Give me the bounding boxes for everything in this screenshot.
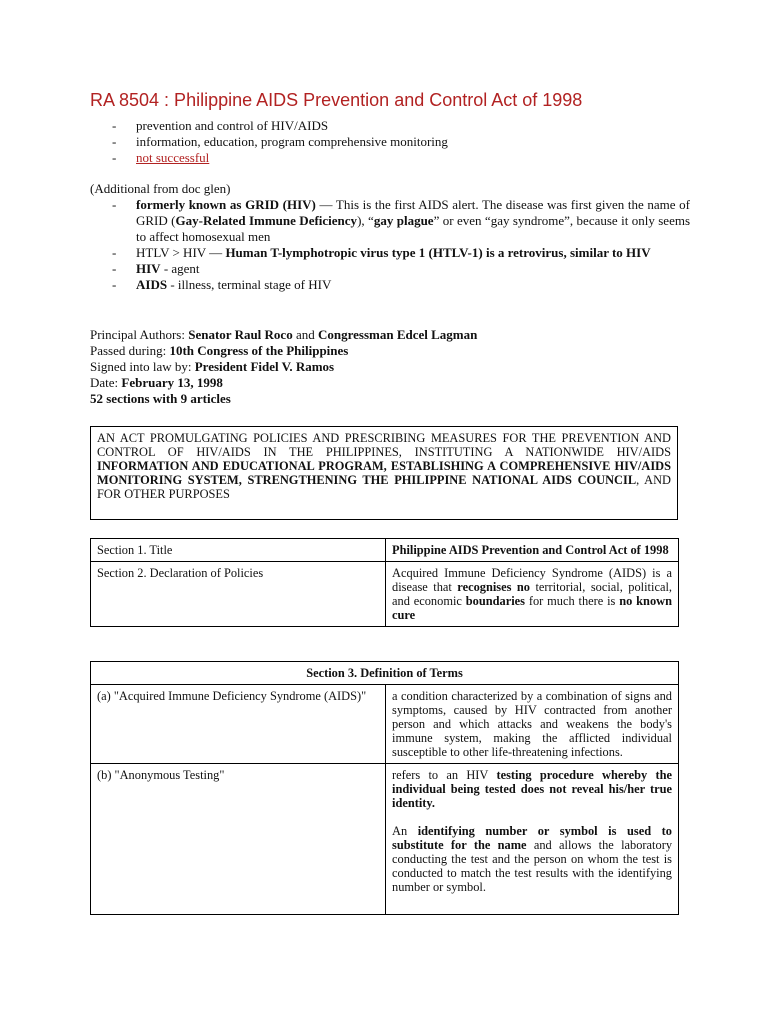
list-item: - formerly known as GRID (HIV) — This is the first AIDS alert. The disease was first given the name of GRID (Gay-Related Immune Deficiency), “gay plague” or even “gay syndrome”, because it only seems to affect homosexual men <box>112 197 691 244</box>
cell-emphasis: no known cure <box>392 594 672 622</box>
act-title-emphasis: INFORMATION AND EDUCATIONAL PROGRAM, ESTABLISHING A COMPREHENSIVE HIV/AIDS MONITORING SYSTEM, STRENGTHENING THE PHILIPPINE NATIONAL AIDS COUNCIL <box>97 459 671 487</box>
hiv-term: HIV <box>136 261 161 276</box>
table-cell: (b) "Anonymous Testing" <box>91 764 386 915</box>
signed-value: President Fidel V. Ramos <box>194 359 335 374</box>
grid-text: ” or even “gay syndrome”, because it only seems to affect homosexual men <box>136 213 691 244</box>
cell-text: Acquired Immune Deficiency Syndrome (AIDS) is a disease that <box>392 566 672 594</box>
grid-text: ), “ <box>357 213 374 228</box>
cell-emphasis: identifying number or symbol is used to substitute for the name <box>392 824 672 852</box>
act-metadata <box>90 327 690 407</box>
table-row <box>91 764 679 915</box>
table-cell: (a) "Acquired Immune Deficiency Syndrome (AIDS)" <box>91 685 386 764</box>
author-2: Congressman Edcel Lagman <box>317 327 478 342</box>
table-header-row <box>91 662 679 685</box>
list-item: - HIV - agent <box>112 261 200 276</box>
act-title-text: AN ACT PROMULGATING POLICIES AND PRESCRIBING MEASURES FOR THE PREVENTION AND CONTROL OF HIV/AIDS IN THE PHILIPPINES, INSTITUTING A NATIONWIDE HIV/AIDS <box>97 431 671 459</box>
page-title: RA 8504 : Philippine AIDS Prevention and Control Act of 1998 <box>90 90 583 110</box>
hiv-text: - agent <box>160 261 200 276</box>
list-item: - HTLV > HIV — Human T-lymphotropic virus type 1 (HTLV-1) is a retrovirus, similar to HIV <box>112 245 651 260</box>
table-row <box>91 685 679 764</box>
table-cell: Section 1. Title <box>91 539 386 562</box>
table-row <box>91 562 679 627</box>
passed-value: 10th Congress of the Philippines <box>169 343 349 358</box>
cell-emphasis: boundaries <box>465 594 525 608</box>
htlv-text: HTLV > HIV — <box>136 245 226 260</box>
act-title-text: , AND FOR OTHER PURPOSES <box>97 473 672 501</box>
bullet-text: prevention and control of HIV/AIDS <box>136 118 329 133</box>
sections-line <box>90 391 690 407</box>
gay-plague-term: gay plague <box>373 213 434 228</box>
table-header: Section 3. Definition of Terms <box>91 662 679 685</box>
authors-line <box>90 327 690 343</box>
cell-emphasis: recognises no <box>457 580 530 594</box>
date-line <box>90 375 690 391</box>
act-title-box <box>90 426 678 520</box>
additional-heading: (Additional from doc glen) <box>90 181 231 196</box>
cell-text: refers to an HIV <box>392 768 497 782</box>
list-item: - information, education, program comprehensive monitoring <box>112 134 448 149</box>
passed-label: Passed during: <box>90 343 170 358</box>
table-row <box>91 539 679 562</box>
definition-paragraph <box>392 824 672 894</box>
additional-notes <box>90 181 690 293</box>
authors-label: Principal Authors: <box>90 327 189 342</box>
list-item: - AIDS - illness, terminal stage of HIV <box>112 277 332 292</box>
summary-bullets <box>90 118 690 166</box>
signed-label: Signed into law by: <box>90 359 195 374</box>
sections-table <box>90 538 679 627</box>
table-cell: Section 2. Declaration of Policies <box>91 562 386 627</box>
grid-text: — This is the first AIDS alert. The disease was first given the name of GRID ( <box>136 197 690 228</box>
bullet-text: information, education, program comprehensive monitoring <box>136 134 448 149</box>
cell-emphasis: testing procedure whereby the individual being tested does not reveal his/her true identity. <box>392 768 672 810</box>
sections-count: 52 sections with 9 articles <box>90 391 231 406</box>
cell-text: and allows the laboratory conducting the test and the person on whom the test is conducted to match the test results with the identifying number or symbol. <box>392 838 673 894</box>
htlv-definition: Human T-lymphotropic virus type 1 (HTLV-1) is a retrovirus, similar to HIV <box>225 245 651 260</box>
table-cell <box>386 764 679 915</box>
passed-line <box>90 343 690 359</box>
aids-term: AIDS <box>136 277 168 292</box>
definitions-table <box>90 661 679 915</box>
list-item: - not successful <box>112 150 210 165</box>
cell-text: territorial, social, political, and economic <box>392 580 672 608</box>
grid-term: formerly known as GRID (HIV) <box>136 197 316 212</box>
cell-text: for much there is <box>524 594 620 608</box>
grid-expansion: Gay-Related Immune Deficiency <box>175 213 358 228</box>
date-label: Date: <box>90 375 122 390</box>
table-cell <box>386 562 679 627</box>
aids-text: - illness, terminal stage of HIV <box>167 277 332 292</box>
table-cell: a condition characterized by a combination of signs and symptoms, caused by HIV contracted from another person and which attacks and weakens the body's immune system, making the afflicted individual susceptible to other life-threatening infections. <box>386 685 679 764</box>
bullet-text-highlight: not successful <box>136 150 210 165</box>
author-1: Senator Raul Roco <box>188 327 293 342</box>
definition-paragraph <box>392 768 672 810</box>
table-cell: Philippine AIDS Prevention and Control Act of 1998 <box>386 539 679 562</box>
date-value: February 13, 1998 <box>121 375 223 390</box>
list-item: - prevention and control of HIV/AIDS <box>112 118 329 133</box>
cell-text: An <box>392 824 418 838</box>
authors-conjunction: and <box>292 327 318 342</box>
signed-line <box>90 359 690 375</box>
